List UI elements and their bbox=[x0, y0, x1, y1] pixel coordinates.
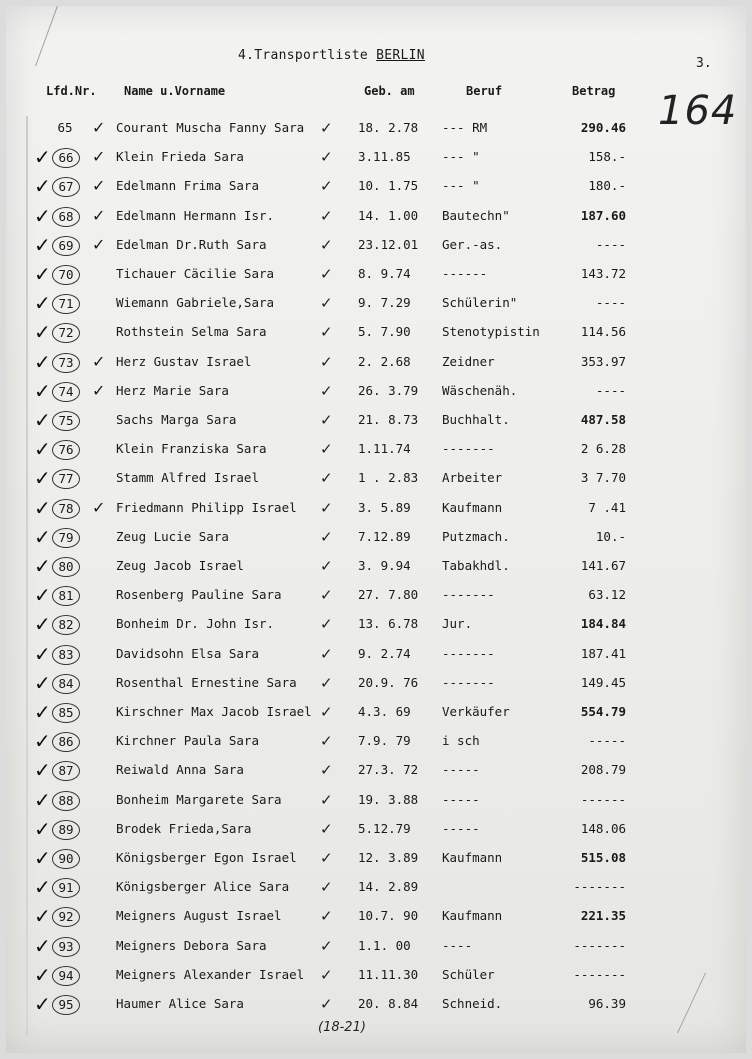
row-number: 91 bbox=[52, 878, 80, 898]
name-check-icon: ✓ bbox=[320, 177, 333, 196]
name-check-icon: ✓ bbox=[320, 673, 333, 692]
name-check-icon: ✓ bbox=[320, 265, 333, 283]
person-name: Tichauer Cäcilie Sara bbox=[116, 266, 275, 281]
occupation: Wäschenäh. bbox=[442, 382, 518, 398]
name-check-icon: ✓ bbox=[320, 206, 333, 225]
person-name: Wiemann Gabriele,Sara bbox=[116, 295, 275, 311]
name-check-icon: ✓ bbox=[320, 294, 333, 313]
row-number: 93 bbox=[52, 937, 80, 957]
list-row bbox=[6, 437, 746, 463]
name-check-icon: ✓ bbox=[320, 586, 333, 605]
amount: 3 7.70 bbox=[580, 470, 626, 486]
tick-icon: ✓ bbox=[92, 118, 106, 137]
check-mark-icon: ✓ bbox=[34, 612, 51, 637]
name-check-icon: ✓ bbox=[320, 381, 333, 400]
name-check-icon: ✓ bbox=[320, 790, 333, 809]
list-row bbox=[6, 583, 746, 609]
header-betrag: Betrag bbox=[572, 84, 616, 98]
person-name: Klein Franziska Sara bbox=[116, 441, 267, 457]
row-number: 65 bbox=[57, 120, 73, 135]
check-mark-icon: ✓ bbox=[34, 846, 51, 870]
name-check-icon: ✓ bbox=[320, 411, 333, 429]
tick-icon: ✓ bbox=[92, 497, 106, 517]
list-row bbox=[6, 904, 746, 930]
name-check-icon: ✓ bbox=[320, 615, 333, 634]
occupation: --- " bbox=[442, 178, 480, 194]
check-mark-icon: ✓ bbox=[34, 554, 51, 578]
list-row bbox=[6, 524, 746, 551]
list-row bbox=[6, 962, 746, 989]
list-row bbox=[6, 262, 746, 288]
birth-date: 8. 9.74 bbox=[358, 266, 411, 281]
paper-fold bbox=[0, 6, 58, 66]
row-number: 75 bbox=[52, 411, 80, 431]
row-number: 80 bbox=[52, 557, 80, 577]
check-mark-icon: ✓ bbox=[34, 466, 51, 491]
amount: 187.60 bbox=[580, 207, 626, 223]
person-name: Königsberger Alice Sara bbox=[116, 879, 290, 895]
birth-date: 10. 1.75 bbox=[358, 178, 419, 194]
person-name: Friedmann Philipp Israel bbox=[116, 499, 297, 515]
name-check-icon: ✓ bbox=[320, 819, 333, 838]
check-mark-icon: ✓ bbox=[34, 641, 51, 666]
occupation: ------- bbox=[442, 587, 495, 603]
occupation: i sch bbox=[442, 733, 480, 749]
birth-date: 1.11.74 bbox=[358, 441, 411, 457]
name-check-icon: ✓ bbox=[320, 878, 333, 897]
row-number: 86 bbox=[52, 732, 80, 752]
person-name: Stamm Alfred Israel bbox=[116, 470, 259, 486]
occupation: Putzmach. bbox=[442, 528, 510, 544]
birth-date: 1 . 2.83 bbox=[358, 470, 419, 486]
amount: ---- bbox=[595, 236, 626, 252]
check-mark-icon: ✓ bbox=[34, 992, 51, 1016]
header-lfd-nr: Lfd.Nr. bbox=[46, 84, 97, 98]
person-name: Kirschner Max Jacob Israel bbox=[116, 704, 312, 719]
person-name: Herz Gustav Israel bbox=[116, 353, 252, 369]
document-sheet bbox=[6, 6, 746, 1053]
list-row bbox=[6, 174, 746, 200]
name-check-icon: ✓ bbox=[320, 352, 333, 371]
amount: 141.67 bbox=[580, 558, 626, 573]
birth-date: 7.9. 79 bbox=[358, 733, 411, 749]
birth-date: 14. 1.00 bbox=[358, 207, 419, 223]
amount: 290.46 bbox=[580, 120, 626, 135]
person-name: Haumer Alice Sara bbox=[116, 996, 244, 1011]
row-number: 83 bbox=[52, 645, 80, 665]
amount: 208.79 bbox=[580, 762, 626, 778]
person-name: Bonheim Dr. John Isr. bbox=[116, 616, 275, 632]
person-name: Reiwald Anna Sara bbox=[116, 762, 244, 778]
person-name: Rosenthal Ernestine Sara bbox=[116, 674, 297, 690]
name-check-icon: ✓ bbox=[320, 965, 333, 984]
title-prefix: 4.Transportliste bbox=[238, 48, 369, 63]
list-row bbox=[6, 729, 746, 755]
amount: 148.06 bbox=[580, 820, 626, 836]
amount: 114.56 bbox=[580, 324, 626, 340]
tick-icon: ✓ bbox=[92, 205, 106, 225]
amount: 487.58 bbox=[580, 412, 626, 427]
birth-date: 1.1. 00 bbox=[358, 937, 411, 953]
check-mark-icon: ✓ bbox=[34, 524, 51, 549]
birth-date: 27.3. 72 bbox=[358, 762, 419, 778]
page-number: 3. bbox=[696, 56, 712, 71]
list-row bbox=[6, 378, 746, 405]
name-check-icon: ✓ bbox=[320, 557, 333, 575]
name-check-icon: ✓ bbox=[320, 703, 333, 721]
occupation: Ger.-as. bbox=[442, 236, 503, 252]
header-beruf: Beruf bbox=[466, 84, 503, 98]
row-number: 95 bbox=[52, 995, 80, 1015]
occupation: ------- bbox=[442, 645, 495, 661]
birth-date: 18. 2.78 bbox=[358, 120, 419, 135]
person-name: Sachs Marga Sara bbox=[116, 412, 237, 427]
amount: 143.72 bbox=[580, 266, 626, 281]
occupation: ------- bbox=[442, 674, 495, 690]
list-row bbox=[6, 495, 746, 522]
name-check-icon: ✓ bbox=[320, 440, 333, 459]
person-name: Davidsohn Elsa Sara bbox=[116, 645, 259, 661]
birth-date: 3. 9.94 bbox=[358, 558, 411, 573]
birth-date: 3.11.85 bbox=[358, 149, 411, 165]
check-mark-icon: ✓ bbox=[34, 670, 51, 695]
check-mark-icon: ✓ bbox=[34, 232, 51, 257]
row-number: 84 bbox=[52, 674, 80, 694]
check-mark-icon: ✓ bbox=[34, 203, 51, 228]
birth-date: 12. 3.89 bbox=[358, 850, 419, 865]
tick-icon: ✓ bbox=[92, 147, 106, 167]
occupation: Kaufmann bbox=[442, 908, 503, 924]
amount: ---- bbox=[595, 382, 626, 398]
check-mark-icon: ✓ bbox=[34, 816, 51, 841]
tick-icon: ✓ bbox=[92, 380, 106, 400]
list-row bbox=[6, 933, 746, 960]
list-row bbox=[6, 992, 746, 1018]
name-check-icon: ✓ bbox=[320, 498, 333, 517]
header-geb-am: Geb. am bbox=[364, 84, 415, 98]
occupation: --- RM bbox=[442, 120, 488, 135]
person-name: Meigners August Israel bbox=[116, 908, 282, 924]
name-check-icon: ✓ bbox=[320, 323, 333, 342]
person-name: Zeug Jacob Israel bbox=[116, 558, 244, 573]
check-mark-icon: ✓ bbox=[34, 962, 51, 987]
occupation: Tabakhdl. bbox=[442, 558, 510, 573]
list-row bbox=[6, 466, 746, 492]
row-number: 73 bbox=[52, 353, 80, 373]
person-name: Bonheim Margarete Sara bbox=[116, 791, 282, 807]
name-check-icon: ✓ bbox=[320, 148, 333, 167]
amount: 515.08 bbox=[580, 850, 626, 865]
name-check-icon: ✓ bbox=[320, 469, 333, 488]
amount: ------- bbox=[573, 937, 626, 953]
name-check-icon: ✓ bbox=[320, 936, 333, 955]
handwritten-note: (18-21) bbox=[318, 1020, 366, 1035]
list-row bbox=[6, 875, 746, 901]
row-number: 68 bbox=[52, 207, 80, 227]
list-row bbox=[6, 641, 746, 668]
birth-date: 23.12.01 bbox=[358, 236, 419, 252]
name-check-icon: ✓ bbox=[320, 732, 333, 751]
amount: 2 6.28 bbox=[580, 441, 626, 457]
birth-date: 4.3. 69 bbox=[358, 704, 411, 719]
list-row bbox=[6, 320, 746, 346]
birth-date: 19. 3.88 bbox=[358, 791, 419, 807]
occupation: ------- bbox=[442, 441, 495, 457]
row-number: 85 bbox=[52, 703, 80, 723]
list-row bbox=[6, 846, 746, 872]
row-number: 94 bbox=[52, 966, 80, 986]
occupation: Kaufmann bbox=[442, 499, 503, 515]
person-name: Zeug Lucie Sara bbox=[116, 528, 229, 544]
person-name: Edelmann Frima Sara bbox=[116, 178, 259, 194]
amount: 96.39 bbox=[588, 996, 626, 1011]
occupation: ----- bbox=[442, 791, 480, 807]
birth-date: 11.11.30 bbox=[358, 966, 419, 982]
list-row bbox=[6, 787, 746, 814]
list-row bbox=[6, 349, 746, 376]
check-mark-icon: ✓ bbox=[34, 378, 51, 403]
amount: ------- bbox=[573, 966, 626, 982]
name-check-icon: ✓ bbox=[320, 119, 333, 137]
check-mark-icon: ✓ bbox=[34, 583, 51, 608]
list-row bbox=[6, 120, 746, 142]
amount: ------- bbox=[573, 879, 626, 895]
person-name: Rothstein Selma Sara bbox=[116, 324, 267, 340]
birth-date: 26. 3.79 bbox=[358, 382, 419, 398]
list-row bbox=[6, 700, 746, 726]
occupation: Kaufmann bbox=[442, 850, 503, 865]
check-mark-icon: ✓ bbox=[34, 145, 51, 170]
name-check-icon: ✓ bbox=[320, 644, 333, 663]
occupation: ----- bbox=[442, 820, 480, 836]
birth-date: 20.9. 76 bbox=[358, 674, 419, 690]
person-name: Courant Muscha Fanny Sara bbox=[116, 120, 305, 135]
title-city: BERLIN bbox=[376, 48, 425, 63]
birth-date: 7.12.89 bbox=[358, 528, 411, 544]
amount: 158.- bbox=[588, 149, 626, 165]
check-mark-icon: ✓ bbox=[34, 495, 51, 520]
check-mark-icon: ✓ bbox=[34, 291, 51, 316]
row-number: 71 bbox=[52, 294, 80, 314]
row-number: 70 bbox=[52, 265, 80, 285]
check-mark-icon: ✓ bbox=[34, 408, 51, 432]
birth-date: 5.12.79 bbox=[358, 820, 411, 836]
person-name: Meigners Alexander Israel bbox=[116, 966, 305, 982]
occupation: Buchhalt. bbox=[442, 412, 510, 427]
occupation: ------ bbox=[442, 266, 488, 281]
occupation: Jur. bbox=[442, 616, 473, 632]
check-mark-icon: ✓ bbox=[34, 700, 51, 724]
row-number: 89 bbox=[52, 820, 80, 840]
check-mark-icon: ✓ bbox=[34, 875, 51, 900]
person-name: Herz Marie Sara bbox=[116, 382, 229, 398]
person-name: Meigners Debora Sara bbox=[116, 937, 267, 953]
handwritten-number: 164 bbox=[658, 88, 738, 134]
list-row bbox=[6, 554, 746, 580]
row-number: 74 bbox=[52, 382, 80, 402]
row-number: 76 bbox=[52, 440, 80, 460]
row-number: 92 bbox=[52, 907, 80, 927]
amount: ----- bbox=[588, 733, 626, 749]
row-number: 82 bbox=[52, 615, 80, 635]
occupation: Schüler bbox=[442, 966, 495, 982]
amount: 187.41 bbox=[580, 645, 626, 661]
amount: 10.- bbox=[595, 528, 626, 544]
name-check-icon: ✓ bbox=[320, 527, 333, 546]
check-mark-icon: ✓ bbox=[34, 174, 51, 199]
occupation: ----- bbox=[442, 762, 480, 778]
list-row bbox=[6, 758, 746, 784]
person-name: Edelman Dr.Ruth Sara bbox=[116, 236, 267, 252]
occupation: Verkäufer bbox=[442, 704, 510, 719]
occupation: Stenotypistin bbox=[442, 324, 540, 340]
amount: 184.84 bbox=[580, 616, 626, 632]
birth-date: 21. 8.73 bbox=[358, 412, 419, 427]
check-mark-icon: ✓ bbox=[34, 904, 51, 929]
list-row bbox=[6, 612, 746, 638]
row-number: 88 bbox=[52, 791, 80, 811]
check-mark-icon: ✓ bbox=[34, 933, 51, 958]
check-mark-icon: ✓ bbox=[34, 787, 51, 812]
name-check-icon: ✓ bbox=[320, 849, 333, 867]
birth-date: 9. 2.74 bbox=[358, 645, 411, 661]
occupation: Zeidner bbox=[442, 353, 495, 369]
occupation: ---- bbox=[442, 937, 473, 953]
amount: ------ bbox=[580, 791, 626, 807]
amount: 554.79 bbox=[580, 704, 626, 719]
list-row bbox=[6, 145, 746, 171]
occupation: Bautechn" bbox=[442, 207, 510, 223]
amount: 353.97 bbox=[580, 353, 626, 369]
birth-date: 10.7. 90 bbox=[358, 908, 419, 924]
check-mark-icon: ✓ bbox=[34, 437, 51, 462]
row-number: 90 bbox=[52, 849, 80, 869]
list-row bbox=[6, 203, 746, 230]
row-number: 67 bbox=[52, 177, 80, 197]
name-check-icon: ✓ bbox=[320, 235, 333, 254]
occupation: Schneid. bbox=[442, 996, 503, 1011]
tick-icon: ✓ bbox=[92, 234, 106, 254]
birth-date: 14. 2.89 bbox=[358, 879, 419, 895]
birth-date: 13. 6.78 bbox=[358, 616, 419, 632]
check-mark-icon: ✓ bbox=[34, 758, 51, 783]
document-title bbox=[238, 48, 425, 63]
person-name: Kirchner Paula Sara bbox=[116, 733, 259, 749]
amount: 149.45 bbox=[580, 674, 626, 690]
list-row bbox=[6, 816, 746, 843]
person-name: Brodek Frieda,Sara bbox=[116, 820, 252, 836]
row-number: 69 bbox=[52, 236, 80, 256]
check-mark-icon: ✓ bbox=[34, 262, 51, 286]
tick-icon: ✓ bbox=[92, 176, 106, 196]
amount: 221.35 bbox=[580, 908, 626, 924]
row-number: 77 bbox=[52, 469, 80, 489]
birth-date: 20. 8.84 bbox=[358, 996, 419, 1011]
list-row bbox=[6, 408, 746, 434]
name-check-icon: ✓ bbox=[320, 995, 333, 1013]
birth-date: 3. 5.89 bbox=[358, 499, 411, 515]
person-name: Königsberger Egon Israel bbox=[116, 850, 297, 865]
row-number: 66 bbox=[52, 148, 80, 168]
birth-date: 5. 7.90 bbox=[358, 324, 411, 340]
amount: 63.12 bbox=[588, 587, 626, 603]
occupation: Arbeiter bbox=[442, 470, 503, 486]
row-number: 87 bbox=[52, 761, 80, 781]
occupation: --- " bbox=[442, 149, 480, 165]
amount: ---- bbox=[595, 295, 626, 311]
check-mark-icon: ✓ bbox=[34, 320, 51, 345]
tick-icon: ✓ bbox=[92, 351, 106, 371]
row-number: 78 bbox=[52, 499, 80, 519]
person-name: Klein Frieda Sara bbox=[116, 149, 244, 165]
check-mark-icon: ✓ bbox=[34, 729, 51, 754]
amount: 7 .41 bbox=[588, 499, 626, 515]
header-name: Name u.Vorname bbox=[124, 84, 226, 98]
list-row bbox=[6, 232, 746, 259]
row-number: 79 bbox=[52, 528, 80, 548]
occupation: Schülerin" bbox=[442, 295, 518, 311]
check-mark-icon: ✓ bbox=[34, 349, 51, 374]
amount: 180.- bbox=[588, 178, 626, 194]
person-name: Edelmann Hermann Isr. bbox=[116, 207, 275, 223]
birth-date: 9. 7.29 bbox=[358, 295, 411, 311]
list-row bbox=[6, 291, 746, 317]
list-row bbox=[6, 670, 746, 697]
row-number: 81 bbox=[52, 586, 80, 606]
person-name: Rosenberg Pauline Sara bbox=[116, 587, 282, 603]
name-check-icon: ✓ bbox=[320, 761, 333, 780]
birth-date: 2. 2.68 bbox=[358, 353, 411, 369]
name-check-icon: ✓ bbox=[320, 907, 333, 926]
birth-date: 27. 7.80 bbox=[358, 587, 419, 603]
row-number: 72 bbox=[52, 323, 80, 343]
